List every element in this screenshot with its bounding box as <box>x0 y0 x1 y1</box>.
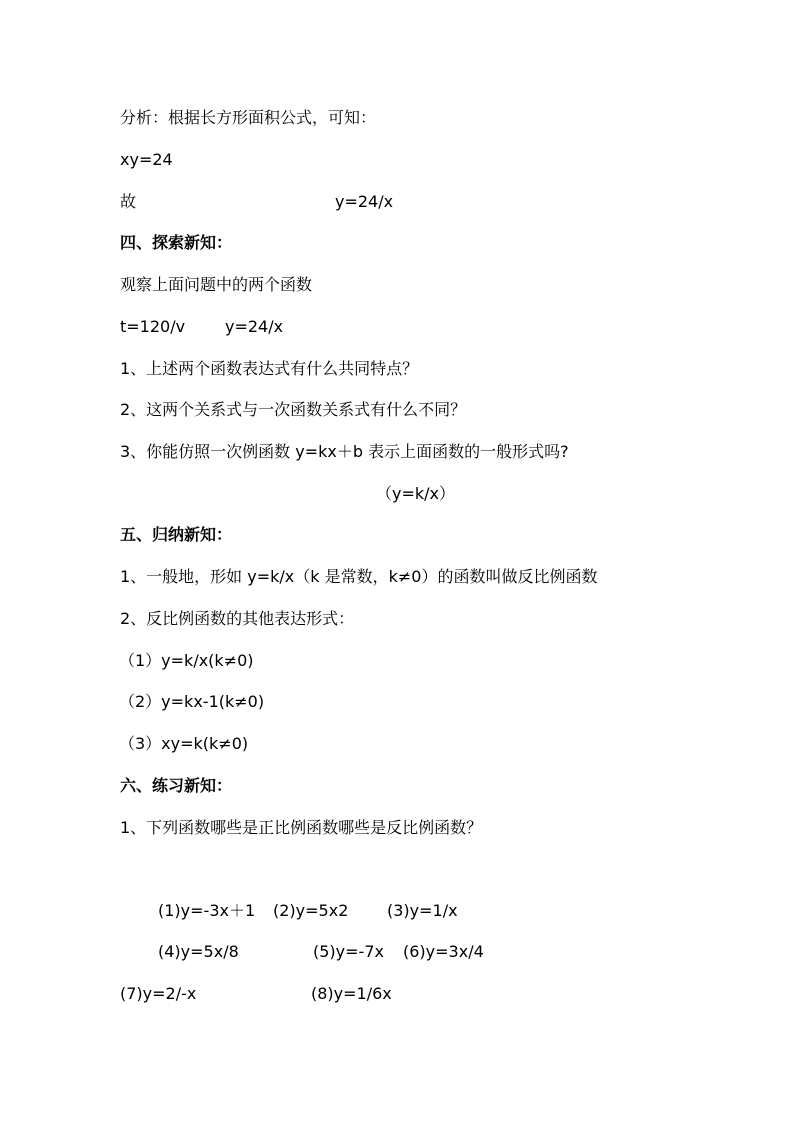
form-item: （2）y=kx-1(k≠0) <box>119 692 265 711</box>
section-4-function-1: t=120/v <box>120 317 186 336</box>
section-4-question-2: 2、这两个关系式与一次函数关系式有什么不同？ <box>120 400 467 419</box>
exercise-item: (4)y=5x/8 <box>158 942 239 961</box>
exercise-item: (8)y=1/6x <box>311 984 392 1003</box>
analysis-conclusion-label: 故 <box>120 192 137 211</box>
section-5-definition: 1、一般地，形如 y=k/x（k 是常数，k≠0）的函数叫做反比例函数 <box>120 567 598 586</box>
section-4-question-1: 1、上述两个函数表达式有什么共同特点？ <box>120 359 419 378</box>
analysis-conclusion-equation: y=24/x <box>335 192 394 211</box>
analysis-intro: 分析：根据长方形面积公式，可知： <box>120 108 377 127</box>
section-5-other-forms: 2、反比例函数的其他表达形式： <box>120 609 355 628</box>
section-6-heading: 六、练习新知： <box>120 776 233 795</box>
section-4-heading: 四、探索新知： <box>120 233 233 252</box>
analysis-equation: xy=24 <box>120 150 173 169</box>
section-4-function-2: y=24/x <box>225 317 284 336</box>
form-item: （3）xy=k(k≠0) <box>119 734 249 753</box>
section-4-question-3: 3、你能仿照一次例函数 y=kx＋b 表示上面函数的一般形式吗? <box>120 442 569 461</box>
exercise-item: (6)y=3x/4 <box>403 942 484 961</box>
exercise-item: (3)y=1/x <box>387 901 458 920</box>
exercise-item: (5)y=-7x <box>313 942 384 961</box>
section-6-question: 1、下列函数哪些是正比例函数哪些是反比例函数？ <box>120 818 483 837</box>
exercise-item: (7)y=2/-x <box>120 984 197 1003</box>
section-4-observe: 观察上面问题中的两个函数 <box>120 275 313 294</box>
section-4-answer: （y=k/x） <box>376 484 456 503</box>
form-item: （1）y=k/x(k≠0) <box>119 651 254 670</box>
exercise-item: (2)y=5x2 <box>273 901 349 920</box>
exercise-item: (1)y=-3x＋1 <box>158 901 256 920</box>
section-5-heading: 五、归纳新知： <box>120 525 233 544</box>
